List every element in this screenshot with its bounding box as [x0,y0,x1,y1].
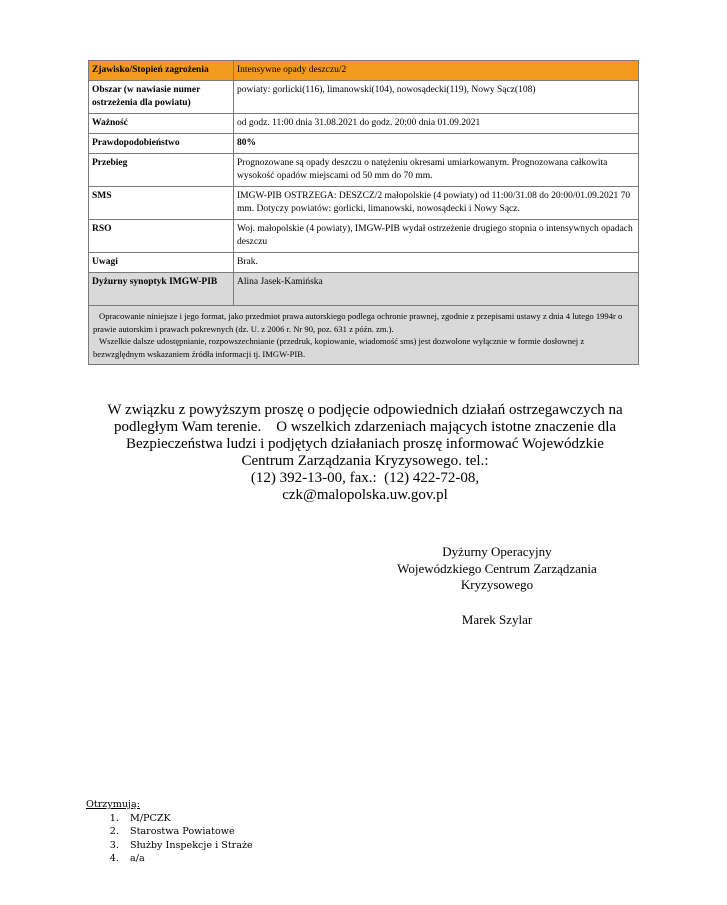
row-label: Zjawisko/Stopień zagrożenia [89,61,234,81]
row-label: Dyżurny synoptyk IMGW-PIB [89,273,234,306]
email-line: czk@malopolska.uw.gov.pl [282,487,448,503]
warning-table [88,60,639,365]
row-label: RSO [89,220,234,253]
recipients-items [86,812,253,866]
row-value: Intensywne opady deszczu/2 [234,61,639,81]
row-value: Alina Jasek-Kamińska [234,273,639,306]
signature-line: Dyżurny Operacyjny [442,544,552,559]
row-value: powiaty: gorlicki(116), limanowski(104), nowosądecki(119), Nowy Sącz(108) [234,81,639,114]
signature-line: Kryzysowego [460,577,534,592]
row-label: Ważność [89,114,234,134]
table-row [89,134,639,154]
letter-body [86,402,644,504]
signature-line: Wojewódzkiego Centrum Zarządzania [397,560,597,576]
copyright-line: Wszelkie dalsze udostępnianie, rozpowszechnianie (przedruk, kopiowanie, wiadomość sms) jest dozwolone wyłącznie w formie dosłownej z bezwzględnym wskazaniem źródła informacji tj. IMGW-PIB. [93,336,585,359]
body-line: Centrum Zarządzania Kryzysowego. tel.: [241,453,489,469]
body-line: (12) 392-13-00, fax.: (12) 422-72-08, [250,470,480,486]
body-line: Bezpieczeństwa ludzi i podjętych działaniach proszę informować Wojewódzkie [126,436,604,452]
body-line: podległym Wam terenie. O wszelkich zdarzeniach mających istotne znaczenie dla [113,419,617,435]
signature-block [366,544,628,628]
table-row [89,273,639,306]
list-item: 4. a/a [122,852,253,866]
table-row [89,220,639,253]
signature-name: Marek Szylar [461,611,533,627]
row-label: Przebieg [89,154,234,187]
copyright-note [89,306,639,365]
list-item: 1. M/PCZK [122,812,253,826]
table-row [89,187,639,220]
row-label: SMS [89,187,234,220]
row-value: Woj. małopolskie (4 powiaty), IMGW-PIB wydał ostrzeżenie drugiego stopnia o intensywnych opadach deszczu [234,220,639,253]
row-value: od godz. 11:00 dnia 31.08.2021 do godz. 20:00 dnia 01.09.2021 [234,114,639,134]
row-value: Prognozowane są opady deszczu o natężeniu okresami umiarkowanym. Prognozowana całkowita wysokość opadów miejscami od 50 mm do 70 mm. [234,154,639,187]
table-row [89,81,639,114]
table-row [89,154,639,187]
copyright-row [89,306,639,365]
copyright-line: Opracowanie niniejsze i jego format, jako przedmiot prawa autorskiego podlega ochronie prawnej, zgodnie z przepisami ustawy z dnia 4 lutego 1994r o prawie autorskim i prawach pokrewnych (dz. U. z 2006 r. Nr 90, poz. 631 z późn. zm.). [93,311,623,334]
row-value: IMGW-PIB OSTRZEGA: DESZCZ/2 małopolskie (4 powiaty) od 11:00/31.08 do 20:00/01.09.2021 70 mm. Dotyczy powiatów: gorlicki, limanowski, nowosądecki i Nowy Sącz. [234,187,639,220]
recipients-list [86,798,253,866]
list-item: 2. Starostwa Powiatowe [122,825,253,839]
row-label: Prawdopodobieństwo [89,134,234,154]
table-row [89,61,639,81]
row-value: 80% [234,134,639,154]
list-item: 3. Służby Inspekcje i Straże [122,839,253,853]
table-row [89,114,639,134]
row-label: Obszar (w nawiasie numer ostrzeżenia dla powiatu) [89,81,234,114]
recipients-title: Otrzymują: [86,799,140,810]
row-label: Uwagi [89,253,234,273]
body-line: W związku z powyższym proszę o podjęcie odpowiednich działań ostrzegawczych na [107,402,623,418]
row-value: Brak. [234,253,639,273]
table-row [89,253,639,273]
